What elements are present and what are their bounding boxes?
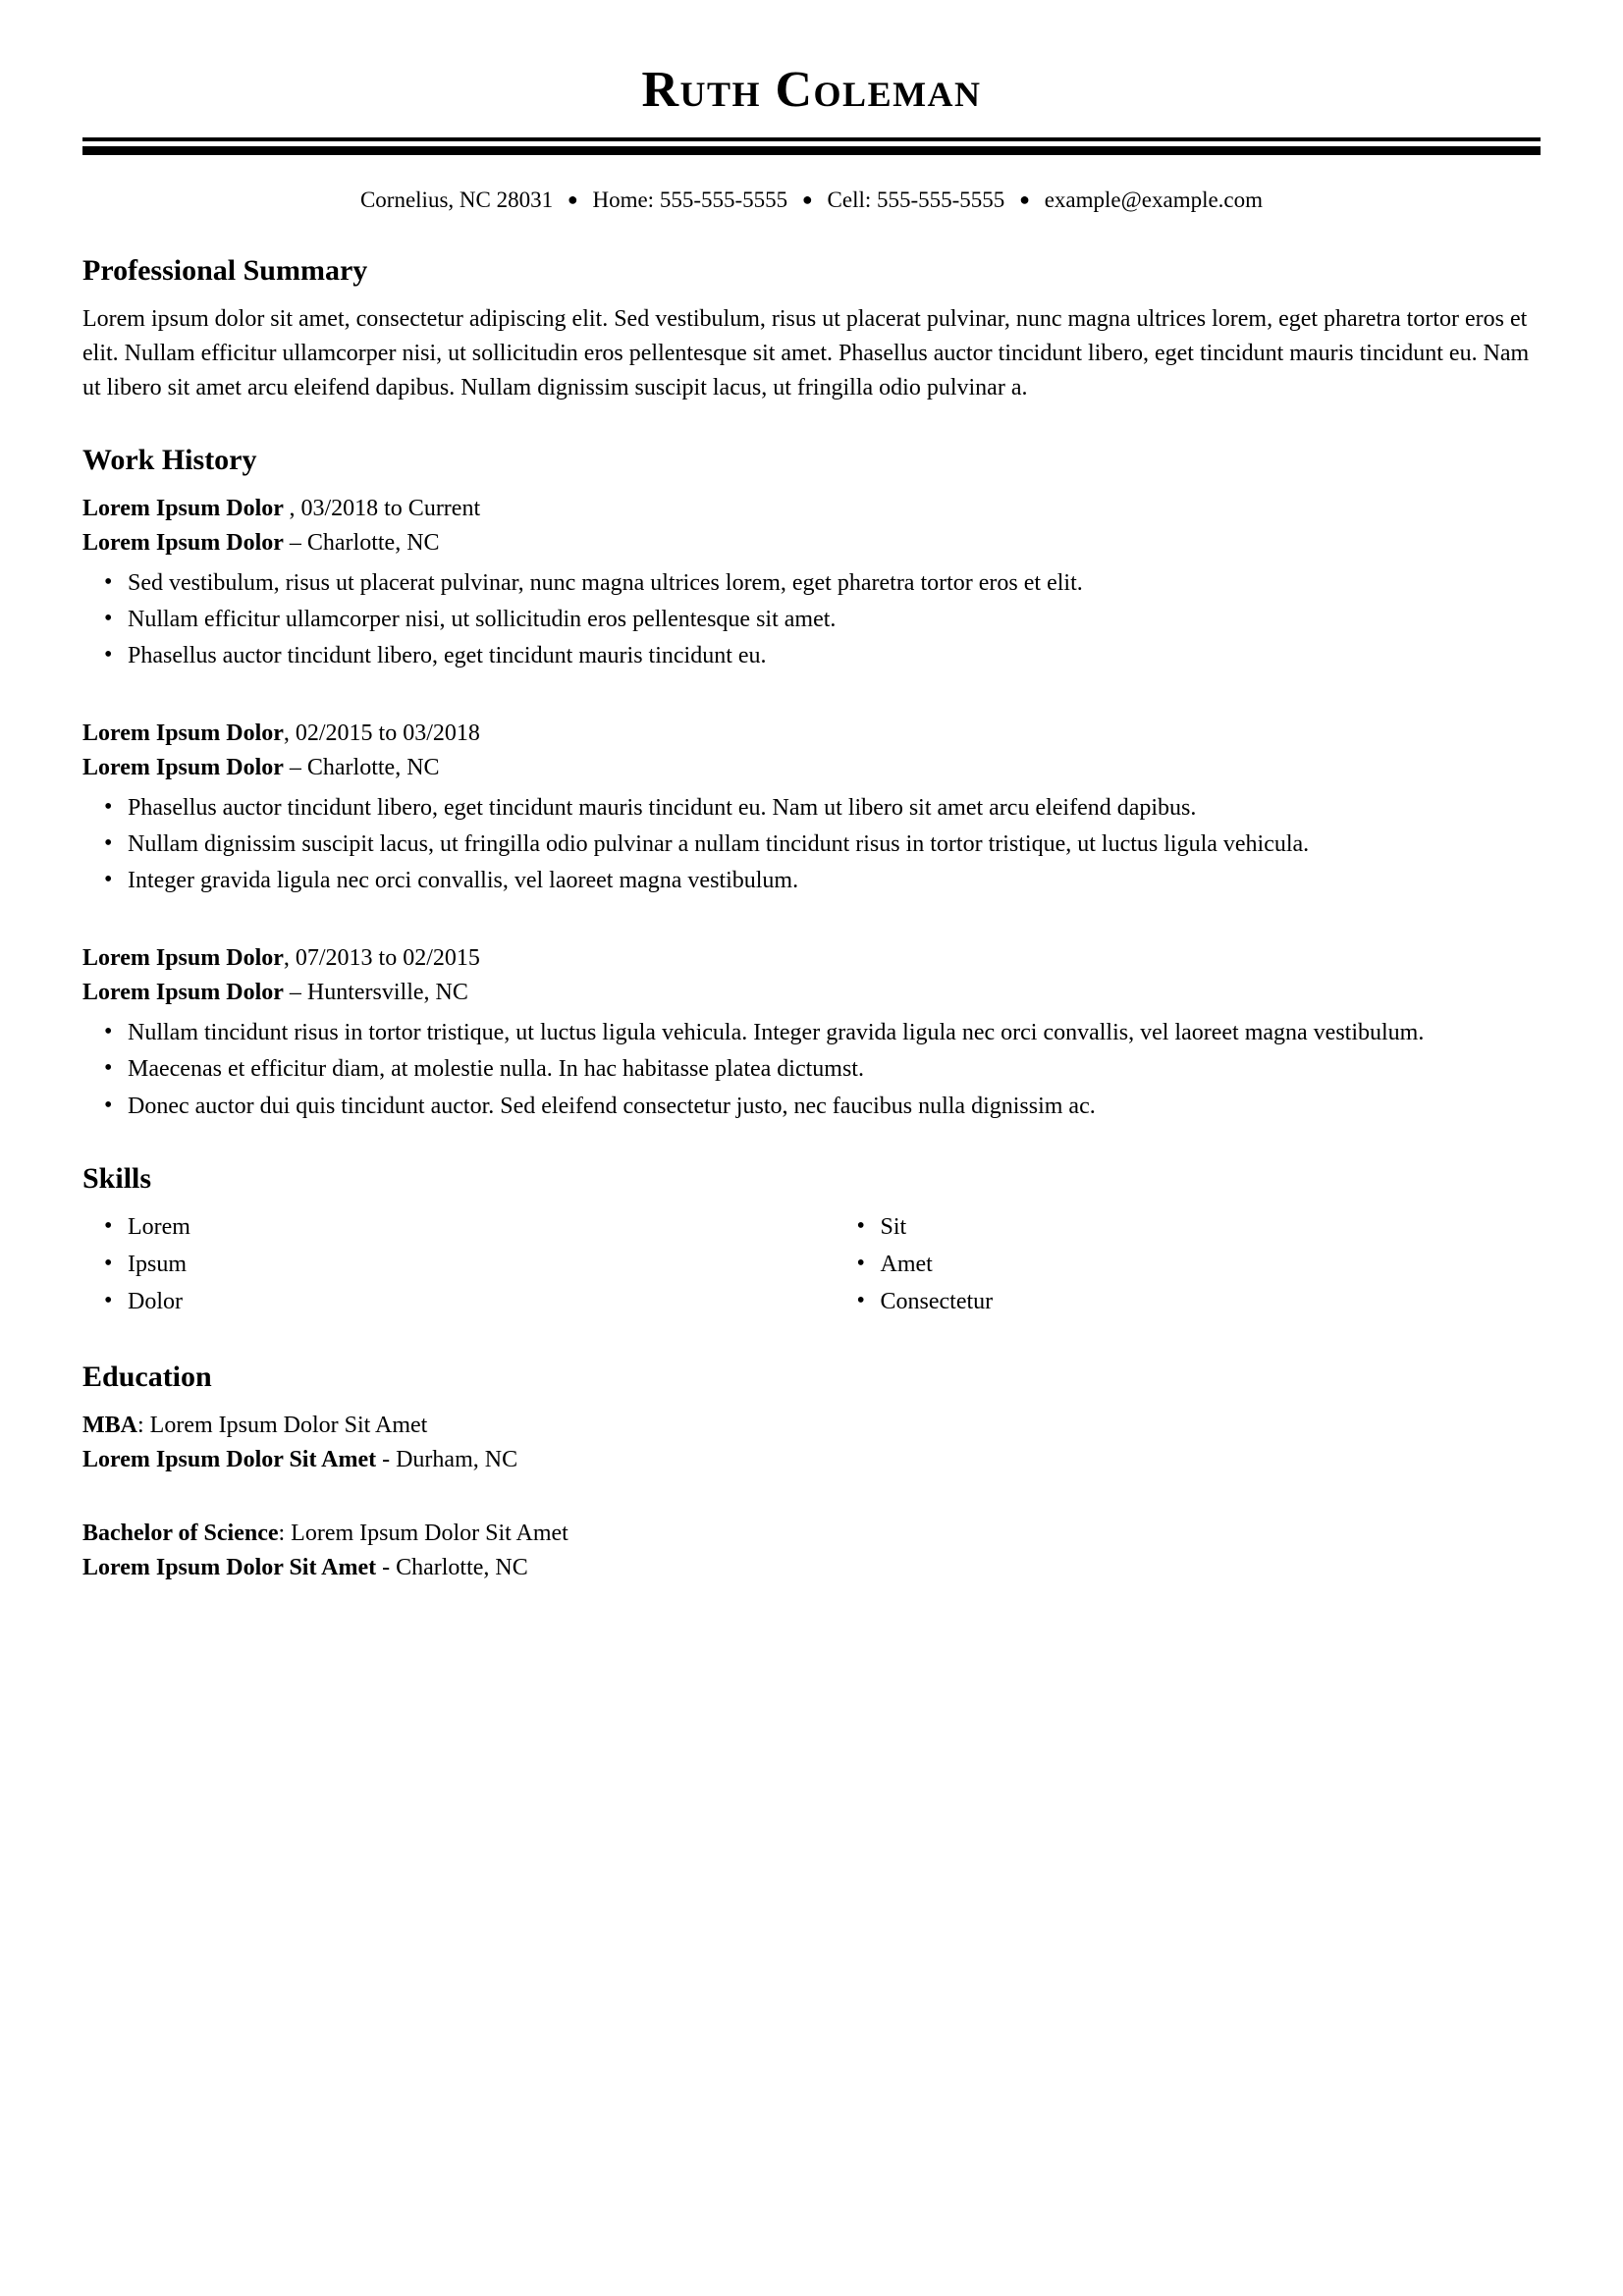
work-bullet-list: [82, 1016, 1541, 1123]
section-title-summary: Professional Summary: [82, 253, 368, 287]
work-bullet-item: • Nullam efficitur ullamcorper nisi, ut sollicitudin eros pellentesque sit amet.: [82, 603, 1541, 637]
candidate-name: Ruth Coleman: [641, 62, 982, 118]
section-title-education: Education: [82, 1360, 212, 1393]
work-bullet-item: • Maecenas et efficitur diam, at molestie nulla. In hac habitasse platea dictumst.: [82, 1052, 1541, 1087]
work-bullet-list: [82, 791, 1541, 898]
contact-home-phone: Home: 555-555-5555: [592, 187, 788, 212]
education-degree-line: [82, 1517, 1541, 1551]
contact-location: Cornelius, NC 28031: [359, 187, 554, 212]
work-job-title: Lorem Ipsum Dolor: [82, 945, 284, 972]
work-bullet-item: • Integer gravida ligula nec orci convallis, vel laoreet magna vestibulum.: [82, 864, 1541, 898]
work-bullet-item: • Nullam tincidunt risus in tortor tristique, ut luctus ligula vehicula. Integer gravida ligula nec orci convallis, vel laoreet magna vestibulum.: [82, 1016, 1541, 1050]
education-degree: MBA: [82, 1412, 137, 1438]
work-company-name: Lorem Ipsum Dolor: [82, 530, 284, 557]
work-bullet-item: • Phasellus auctor tincidunt libero, eget tincidunt mauris tincidunt eu. Nam ut libero sit amet arcu eleifend dapibus.: [82, 791, 1541, 826]
header-divider: [82, 137, 1541, 155]
contact-cell-phone: Cell: 555-555-5555: [827, 187, 1005, 212]
education-entry: [82, 1409, 1541, 1477]
education-field: : Lorem Ipsum Dolor Sit Amet: [137, 1412, 428, 1438]
education-school-line: [82, 1443, 1541, 1477]
work-bullet-item: • Phasellus auctor tincidunt libero, eget tincidunt mauris tincidunt eu.: [82, 639, 1541, 673]
work-bullet-item: • Sed vestibulum, risus ut placerat pulvinar, nunc magna ultrices lorem, eget pharetra tortor eros et elit.: [82, 566, 1541, 601]
skill-item: • Sit: [836, 1210, 1542, 1245]
education-degree-line: [82, 1409, 1541, 1443]
work-entry-company-line: [82, 751, 1541, 785]
education-school-line: [82, 1551, 1541, 1585]
education-degree: Bachelor of Science: [82, 1520, 279, 1546]
work-entry-title-line: [82, 492, 1541, 526]
work-job-dates: , 03/2018 to Current: [289, 496, 481, 522]
work-entry-title-line: [82, 941, 1541, 976]
work-job-title: Lorem Ipsum Dolor: [82, 721, 284, 747]
skills-list-left: [82, 1210, 812, 1319]
work-entry: [82, 717, 1541, 898]
work-company-location: – Huntersville, NC: [283, 980, 468, 1006]
education-location: - Charlotte, NC: [376, 1554, 528, 1580]
skill-item: • Ipsum: [82, 1248, 812, 1282]
education-school: Lorem Ipsum Dolor Sit Amet: [82, 1446, 377, 1472]
education-school: Lorem Ipsum Dolor Sit Amet: [82, 1554, 377, 1580]
divider-line-thick: [82, 146, 1541, 155]
skill-item: • Consectetur: [836, 1285, 1542, 1319]
skill-item: • Lorem: [82, 1210, 812, 1245]
work-entry-company-line: [82, 526, 1541, 561]
work-entry-company-line: [82, 976, 1541, 1010]
section-title-work-history: Work History: [82, 444, 257, 477]
section-professional-summary: [82, 253, 1541, 405]
education-entry: [82, 1517, 1541, 1585]
work-company-name: Lorem Ipsum Dolor: [82, 755, 284, 781]
work-bullet-item: • Nullam dignissim suscipit lacus, ut fringilla odio pulvinar a nullam tincidunt risus in tortor tristique, ut luctus ligula vehicula.: [82, 828, 1541, 862]
resume-header: [82, 0, 1541, 216]
section-title-skills: Skills: [82, 1161, 152, 1195]
skill-item: • Dolor: [82, 1285, 812, 1319]
skills-column-right: [812, 1210, 1542, 1322]
contact-email: example@example.com: [1044, 187, 1264, 212]
skills-columns: [82, 1210, 1541, 1322]
section-education: [82, 1360, 1541, 1585]
section-skills: [82, 1161, 1541, 1322]
bullet-separator-icon: ●: [567, 188, 578, 209]
bullet-separator-icon: ●: [801, 188, 813, 209]
work-company-name: Lorem Ipsum Dolor: [82, 980, 284, 1006]
work-bullet-item: • Donec auctor dui quis tincidunt auctor. Sed eleifend consectetur justo, nec faucibus nulla dignissim ac.: [82, 1090, 1541, 1124]
section-work-history: [82, 443, 1541, 1123]
work-entry-title-line: [82, 717, 1541, 751]
education-field: : Lorem Ipsum Dolor Sit Amet: [278, 1520, 568, 1546]
work-entry: [82, 941, 1541, 1123]
work-job-dates: , 07/2013 to 02/2015: [283, 945, 480, 972]
work-company-location: – Charlotte, NC: [283, 755, 440, 781]
education-location: - Durham, NC: [376, 1446, 518, 1472]
work-bullet-list: [82, 566, 1541, 673]
contact-line: [82, 185, 1541, 216]
summary-paragraph: Lorem ipsum dolor sit amet, consectetur adipiscing elit. Sed vestibulum, risus ut placerat pulvinar, nunc magna ultrices lorem, eget pharetra tortor eros et elit. Nullam efficitur ullamcorper nisi, ut sollicitudin eros pellentesque sit amet. Phasellus auctor tincidunt libero, eget tincidunt mauris tincidunt eu. Nam ut libero sit amet arcu eleifend dapibus. Nullam dignissim suscipit lacus, ut fringilla odio pulvinar a.: [82, 305, 1530, 401]
bullet-separator-icon: ●: [1019, 188, 1030, 209]
skill-item: • Amet: [836, 1248, 1542, 1282]
skills-list-right: [836, 1210, 1542, 1319]
work-company-location: – Charlotte, NC: [283, 530, 440, 557]
skills-column-left: [82, 1210, 812, 1322]
work-job-title: Lorem Ipsum Dolor: [82, 496, 290, 522]
work-job-dates: , 02/2015 to 03/2018: [283, 721, 480, 747]
work-entry: [82, 492, 1541, 673]
